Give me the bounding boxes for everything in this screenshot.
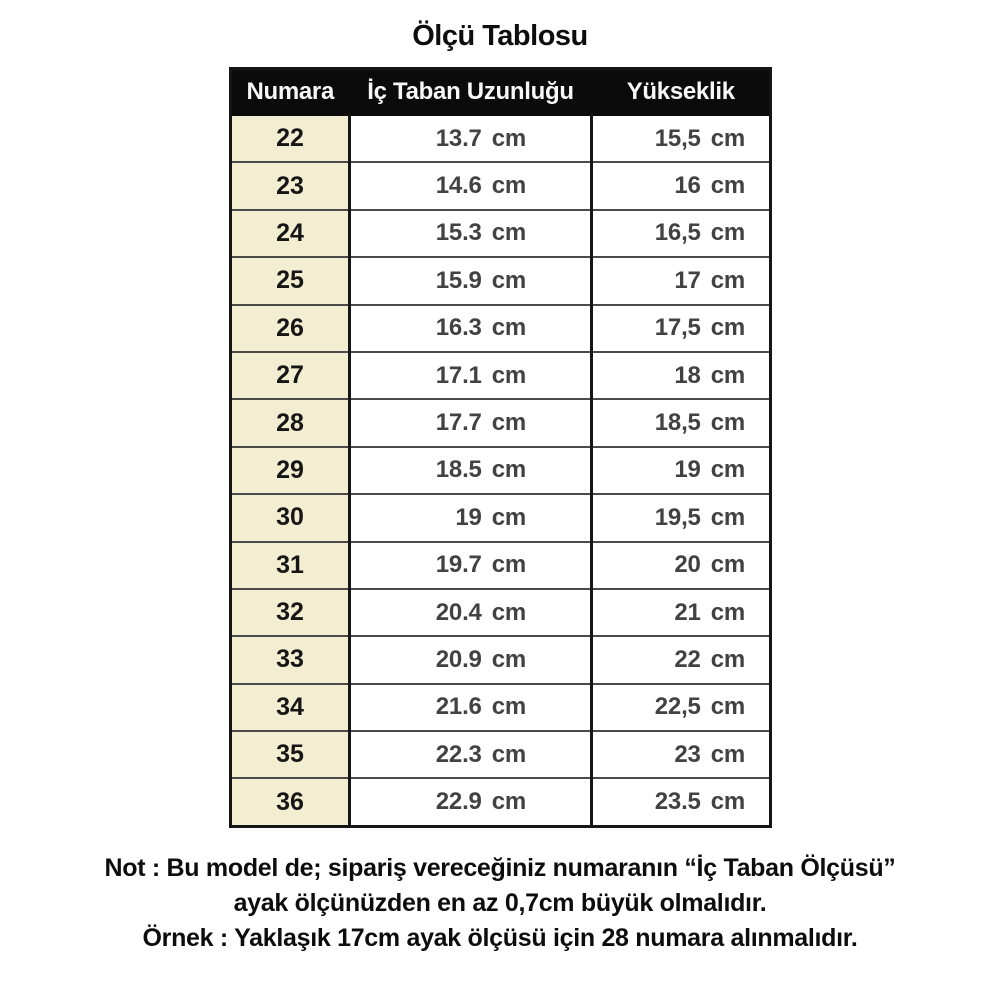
cell-ic-taban: [350, 210, 592, 257]
cell-yukseklik: [592, 494, 771, 541]
cell-numara: 32: [231, 589, 350, 636]
unit-label: cm: [491, 456, 526, 484]
insole-value: 21.6: [435, 693, 482, 721]
note-line-3: Örnek : Yaklaşık 17cm ayak ölçüsü için 28 numara alınmalıdır.: [142, 923, 858, 952]
unit-label: cm: [491, 172, 526, 200]
note-line-1: Not : Bu model de; sipariş vereceğiniz numaranın “İç Taban Ölçüsü”: [104, 853, 896, 882]
height-value: 22: [674, 645, 701, 673]
unit-label: cm: [710, 645, 745, 673]
cell-yukseklik: [592, 731, 771, 778]
cell-ic-taban: [350, 589, 592, 636]
unit-label: cm: [491, 266, 526, 294]
insole-value: 15.9: [435, 266, 482, 294]
size-row: [231, 162, 771, 209]
size-row: [231, 778, 771, 826]
unit-label: cm: [710, 598, 745, 626]
cell-numara: 22: [231, 115, 350, 162]
cell-numara: 31: [231, 542, 350, 589]
size-row: [231, 589, 771, 636]
cell-yukseklik: [592, 589, 771, 636]
insole-value: 15.3: [435, 219, 482, 247]
cell-ic-taban: [350, 494, 592, 541]
cell-yukseklik: [592, 684, 771, 731]
size-row: [231, 257, 771, 304]
cell-numara: 30: [231, 494, 350, 541]
cell-ic-taban: [350, 305, 592, 352]
unit-label: cm: [710, 361, 745, 389]
unit-label: cm: [491, 361, 526, 389]
insole-value: 19.7: [435, 551, 482, 579]
height-value: 20: [674, 551, 701, 579]
note-section: [0, 851, 1000, 956]
unit-label: cm: [710, 409, 745, 437]
insole-value: 14.6: [435, 172, 482, 200]
insole-value: 22.9: [435, 788, 482, 816]
size-row: [231, 305, 771, 352]
insole-value: 17.7: [435, 409, 482, 437]
cell-ic-taban: [350, 162, 592, 209]
header-ic-taban-uzunlugu: İç Taban Uzunluğu: [350, 69, 592, 116]
insole-value: 18.5: [435, 456, 482, 484]
unit-label: cm: [710, 124, 745, 152]
cell-ic-taban: [350, 542, 592, 589]
cell-ic-taban: [350, 447, 592, 494]
height-value: 21: [674, 598, 701, 626]
cell-ic-taban: [350, 399, 592, 446]
insole-value: 20.4: [435, 598, 482, 626]
unit-label: cm: [710, 314, 745, 342]
size-row: [231, 494, 771, 541]
unit-label: cm: [710, 456, 745, 484]
unit-label: cm: [491, 645, 526, 673]
cell-numara: 25: [231, 257, 350, 304]
height-value: 17: [674, 266, 701, 294]
unit-label: cm: [710, 788, 745, 816]
unit-label: cm: [491, 740, 526, 768]
unit-label: cm: [491, 788, 526, 816]
size-row: [231, 447, 771, 494]
size-row: [231, 352, 771, 399]
unit-label: cm: [491, 503, 526, 531]
unit-label: cm: [710, 740, 745, 768]
unit-label: cm: [710, 172, 745, 200]
height-value: 18: [674, 361, 701, 389]
insole-value: 16.3: [435, 314, 482, 342]
height-value: 22,5: [654, 693, 701, 721]
cell-yukseklik: [592, 305, 771, 352]
size-row: [231, 684, 771, 731]
cell-yukseklik: [592, 210, 771, 257]
cell-numara: 29: [231, 447, 350, 494]
height-value: 16,5: [654, 219, 701, 247]
unit-label: cm: [710, 693, 745, 721]
unit-label: cm: [491, 314, 526, 342]
unit-label: cm: [491, 551, 526, 579]
cell-ic-taban: [350, 636, 592, 683]
size-row: [231, 636, 771, 683]
unit-label: cm: [491, 124, 526, 152]
size-row: [231, 115, 771, 162]
unit-label: cm: [491, 219, 526, 247]
unit-label: cm: [491, 598, 526, 626]
unit-label: cm: [710, 551, 745, 579]
cell-yukseklik: [592, 399, 771, 446]
size-table: [229, 67, 772, 828]
insole-value: 22.3: [435, 740, 482, 768]
cell-numara: 26: [231, 305, 350, 352]
cell-numara: 27: [231, 352, 350, 399]
cell-yukseklik: [592, 257, 771, 304]
height-value: 15,5: [654, 124, 701, 152]
cell-numara: 34: [231, 684, 350, 731]
unit-label: cm: [710, 503, 745, 531]
cell-numara: 36: [231, 778, 350, 826]
header-numara: Numara: [231, 69, 350, 116]
size-row: [231, 399, 771, 446]
height-value: 23.5: [654, 788, 701, 816]
insole-value: 20.9: [435, 645, 482, 673]
cell-yukseklik: [592, 352, 771, 399]
cell-numara: 24: [231, 210, 350, 257]
cell-numara: 28: [231, 399, 350, 446]
insole-value: 19: [455, 503, 482, 531]
insole-value: 17.1: [435, 361, 482, 389]
height-value: 16: [674, 172, 701, 200]
cell-yukseklik: [592, 447, 771, 494]
height-value: 19: [674, 456, 701, 484]
size-row: [231, 210, 771, 257]
cell-ic-taban: [350, 115, 592, 162]
cell-ic-taban: [350, 352, 592, 399]
insole-value: 13.7: [435, 124, 482, 152]
height-value: 18,5: [654, 409, 701, 437]
unit-label: cm: [710, 219, 745, 247]
cell-ic-taban: [350, 778, 592, 826]
cell-numara: 23: [231, 162, 350, 209]
cell-numara: 35: [231, 731, 350, 778]
cell-yukseklik: [592, 115, 771, 162]
cell-ic-taban: [350, 684, 592, 731]
height-value: 17,5: [654, 314, 701, 342]
cell-yukseklik: [592, 778, 771, 826]
cell-yukseklik: [592, 542, 771, 589]
note-line-2: ayak ölçünüzden en az 0,7cm büyük olmalıdır.: [233, 888, 767, 917]
unit-label: cm: [491, 693, 526, 721]
size-row: [231, 542, 771, 589]
cell-yukseklik: [592, 162, 771, 209]
size-table-body: [231, 115, 771, 826]
height-value: 23: [674, 740, 701, 768]
cell-numara: 33: [231, 636, 350, 683]
size-table-header-row: [231, 69, 771, 116]
unit-label: cm: [710, 266, 745, 294]
height-value: 19,5: [654, 503, 701, 531]
page-title: Ölçü Tablosu: [412, 20, 588, 52]
size-row: [231, 731, 771, 778]
header-yukseklik: Yükseklik: [592, 69, 771, 116]
cell-yukseklik: [592, 636, 771, 683]
cell-ic-taban: [350, 257, 592, 304]
unit-label: cm: [491, 409, 526, 437]
cell-ic-taban: [350, 731, 592, 778]
